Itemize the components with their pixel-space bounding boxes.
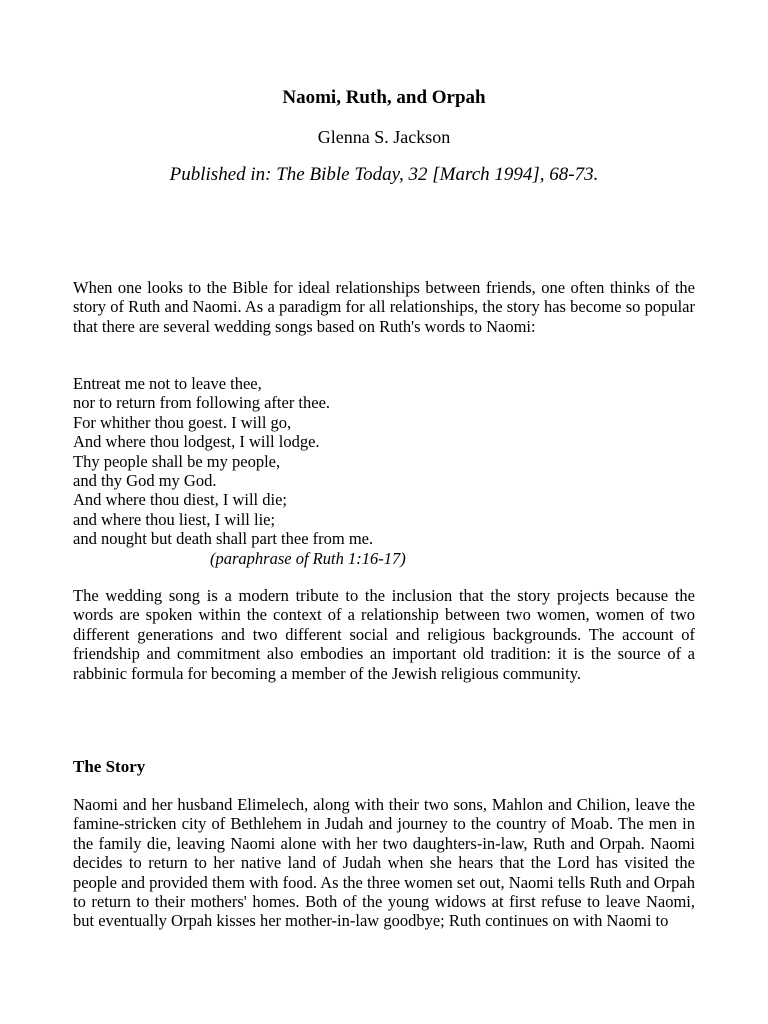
section-heading: The Story [73, 757, 146, 776]
second-paragraph: The wedding song is a modern tribute to the inclusion that the story projects because the words are spoken within the context of a relationship between two women, women of two different generations and two different social and religious backgrounds. The account of friendship and commitment also embodies an important old tradition: it is the source of a rabbinic formula for becoming a member of the Jewish religious community. [73, 586, 695, 683]
poem-line: And where thou lodgest, I will lodge. [73, 432, 320, 452]
poem-line: And where thou diest, I will die; [73, 490, 288, 510]
poem-block [73, 374, 695, 568]
author-name: Glenna S. Jackson [317, 127, 451, 147]
poem-line: and thy God my God. [73, 471, 217, 491]
poem-line: nor to return from following after thee. [73, 393, 331, 413]
poem-line: Thy people shall be my people, [73, 451, 281, 471]
publication-info: Published in: The Bible Today, 32 [March 1994], 68-73. [169, 164, 599, 185]
section-paragraph: Naomi and her husband Elimelech, along with their two sons, Mahlon and Chilion, leave the famine-stricken city of Bethlehem in Judah and journey to the country of Moab. The men in the family die, leaving Naomi alone with her two daughters-in-law, Ruth and Orpah. Naomi decides to return to her native land of Judah when she hears that the Lord has visited the people and provided them with food. As the three women set out, Naomi tells Ruth and Orpah to return to their mothers' homes. Both of the young widows at first refuse to leave Naomi, but eventually Orpah kisses her mother-in-law goodbye; Ruth continues on with Naomi to [73, 795, 695, 931]
poem-line: and where thou liest, I will lie; [73, 509, 276, 529]
poem-line: For whither thou goest. I will go, [73, 412, 292, 432]
intro-paragraph: When one looks to the Bible for ideal relationships between friends, one often thinks of the story of Ruth and Naomi. As a paradigm for all relationships, the story has become so popular that there are several wedding songs based on Ruth's words to Naomi: [73, 278, 695, 336]
poem-citation: (paraphrase of Ruth 1:16-17) [210, 548, 406, 568]
document-title: Naomi, Ruth, and Orpah [282, 87, 486, 108]
poem-line: and nought but death shall part thee from me. [73, 529, 374, 549]
poem-line: Entreat me not to leave thee, [73, 374, 262, 393]
